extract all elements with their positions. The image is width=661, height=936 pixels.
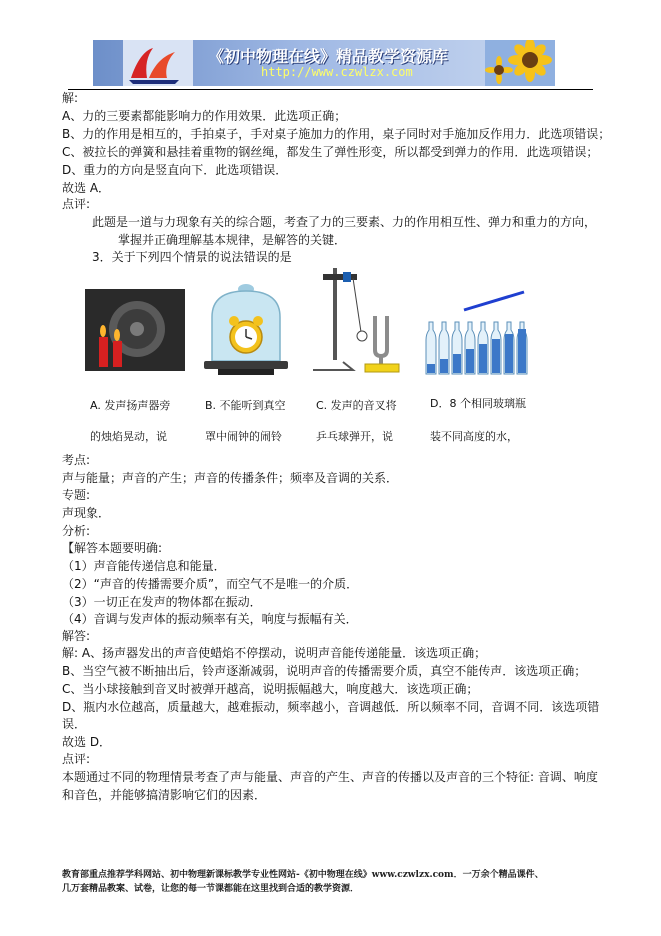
text-line: （3）一切正在发声的物体都在振动．: [62, 595, 262, 609]
question-3-stem: 3．关于下列四个情景的说法错误的是: [92, 250, 292, 264]
text-line: 故选 A．: [62, 181, 111, 195]
text-line: 分析:: [62, 524, 91, 538]
bottle-water: [492, 339, 500, 373]
figure-c-tuning-fork: [313, 266, 403, 376]
text-line: 故选 D．: [62, 735, 112, 749]
text-line: B、当空气被不断抽出后，铃声逐渐减弱，说明声音的传播需要介质，真空不能传声．该选项正确；: [62, 664, 587, 678]
footer-line-2: 几万套精品教案、试卷，让您的每一节课都能在这里找到合适的教学资源．: [62, 884, 360, 894]
text-line: 考点:: [62, 453, 91, 467]
figure-d-glass-bottles: [422, 288, 532, 378]
bottle-water: [427, 364, 435, 373]
text-line: 专题:: [62, 488, 91, 502]
caption-c-line2: 乒乓球弹开，说: [316, 430, 393, 443]
caption-c-line1: C. 发声的音叉将: [316, 399, 397, 412]
text-line: B、力的作用是相互的，手拍桌子，手对桌子施加力的作用，桌子同时对手施加反作用力．此选项错误；: [62, 127, 611, 141]
text-line: （4）音调与发声体的振动频率有关，响度与振幅有关．: [62, 612, 358, 626]
caption-a-line2: 的烛焰晃动，说: [90, 430, 167, 443]
figure-b-bell-jar-clock: [198, 281, 294, 377]
text-line: （1）声音能传递信息和能量．: [62, 559, 226, 573]
text-line: 【解答本题要明确:: [62, 541, 163, 555]
caption-d-line2: 装不同高度的水，: [430, 430, 518, 443]
text-line: 本题通过不同的物理情景考查了声与能量、声音的产生、声音的传播以及声音的三个特征: 音调、响度: [62, 770, 598, 784]
text-line: 解: A、扬声器发出的声音使蜡焰不停摆动，说明声音能传递能量．该选项正确；: [62, 646, 487, 660]
bottle-water: [466, 349, 474, 373]
caption-d-line1: D．8 个相同玻璃瓶: [430, 397, 526, 410]
bottle-water: [518, 329, 526, 373]
text-line: 此题是一道与力现象有关的综合题，考查了力的三要素、力的作用相互性、弹力和重力的方向，: [92, 215, 597, 229]
footer-line-1: 教育部重点推荐学科网站、初中物理新课标教学专业性网站-《初中物理在线》www.czwlzx.com．一万余个精品课件、: [62, 870, 544, 880]
text-line: D、瓶内水位越高，质量越大，越难振动，频率越小，音调越低．所以频率不同，音调不同．该选项错: [62, 700, 600, 714]
text-line: （2）“声音的传播需要介质”，而空气不是唯一的介质．: [62, 577, 359, 591]
caption-b-line2: 罩中闹钟的闹铃: [205, 430, 282, 443]
text-line: C、被拉长的弹簧和悬挂着重物的钢丝绳，都发生了弹性形变，所以都受到弹力的作用．此选项错误；: [62, 145, 599, 159]
text-line: 掌握并正确理解基本规律，是解答的关键．: [118, 233, 347, 247]
text-line: 和音色，并能够搞清影响它们的因素．: [62, 788, 267, 802]
banner-title: 《初中物理在线》精品教学资源库: [208, 47, 449, 66]
caption-a-line1: A. 发声扬声器旁: [90, 399, 171, 412]
text-line: 声与能量；声音的产生；声音的传播条件；频率及音调的关系．: [62, 471, 399, 485]
figure-a-speaker-candles: [85, 289, 185, 371]
caption-b-line1: B. 不能听到真空: [205, 399, 286, 412]
text-line: A、力的三要素都能影响力的作用效果．此选项正确；: [62, 109, 347, 123]
site-logo-icon: [123, 40, 193, 86]
text-line: 点评:: [62, 752, 91, 766]
bottle-water: [479, 344, 487, 373]
text-line: C、当小球接触到音叉时被弹开越高，说明振幅越大，响度越大．该选项正确；: [62, 682, 479, 696]
bottle-water: [505, 334, 513, 373]
text-line: D、重力的方向是竖直向下．此选项错误．: [62, 163, 288, 177]
text-line: 解答:: [62, 629, 91, 643]
bottle-water: [453, 354, 461, 373]
text-line: 误．: [62, 717, 87, 731]
header-banner: [93, 40, 555, 86]
banner-url: http://www.czwlzx.com: [261, 65, 413, 79]
text-line: 声现象．: [62, 506, 111, 520]
text-line: 点评:: [62, 197, 91, 211]
sunflower-icon: [485, 40, 555, 86]
text-line: 解:: [62, 91, 79, 105]
header-rule: [68, 89, 593, 90]
bottle-water: [440, 359, 448, 373]
